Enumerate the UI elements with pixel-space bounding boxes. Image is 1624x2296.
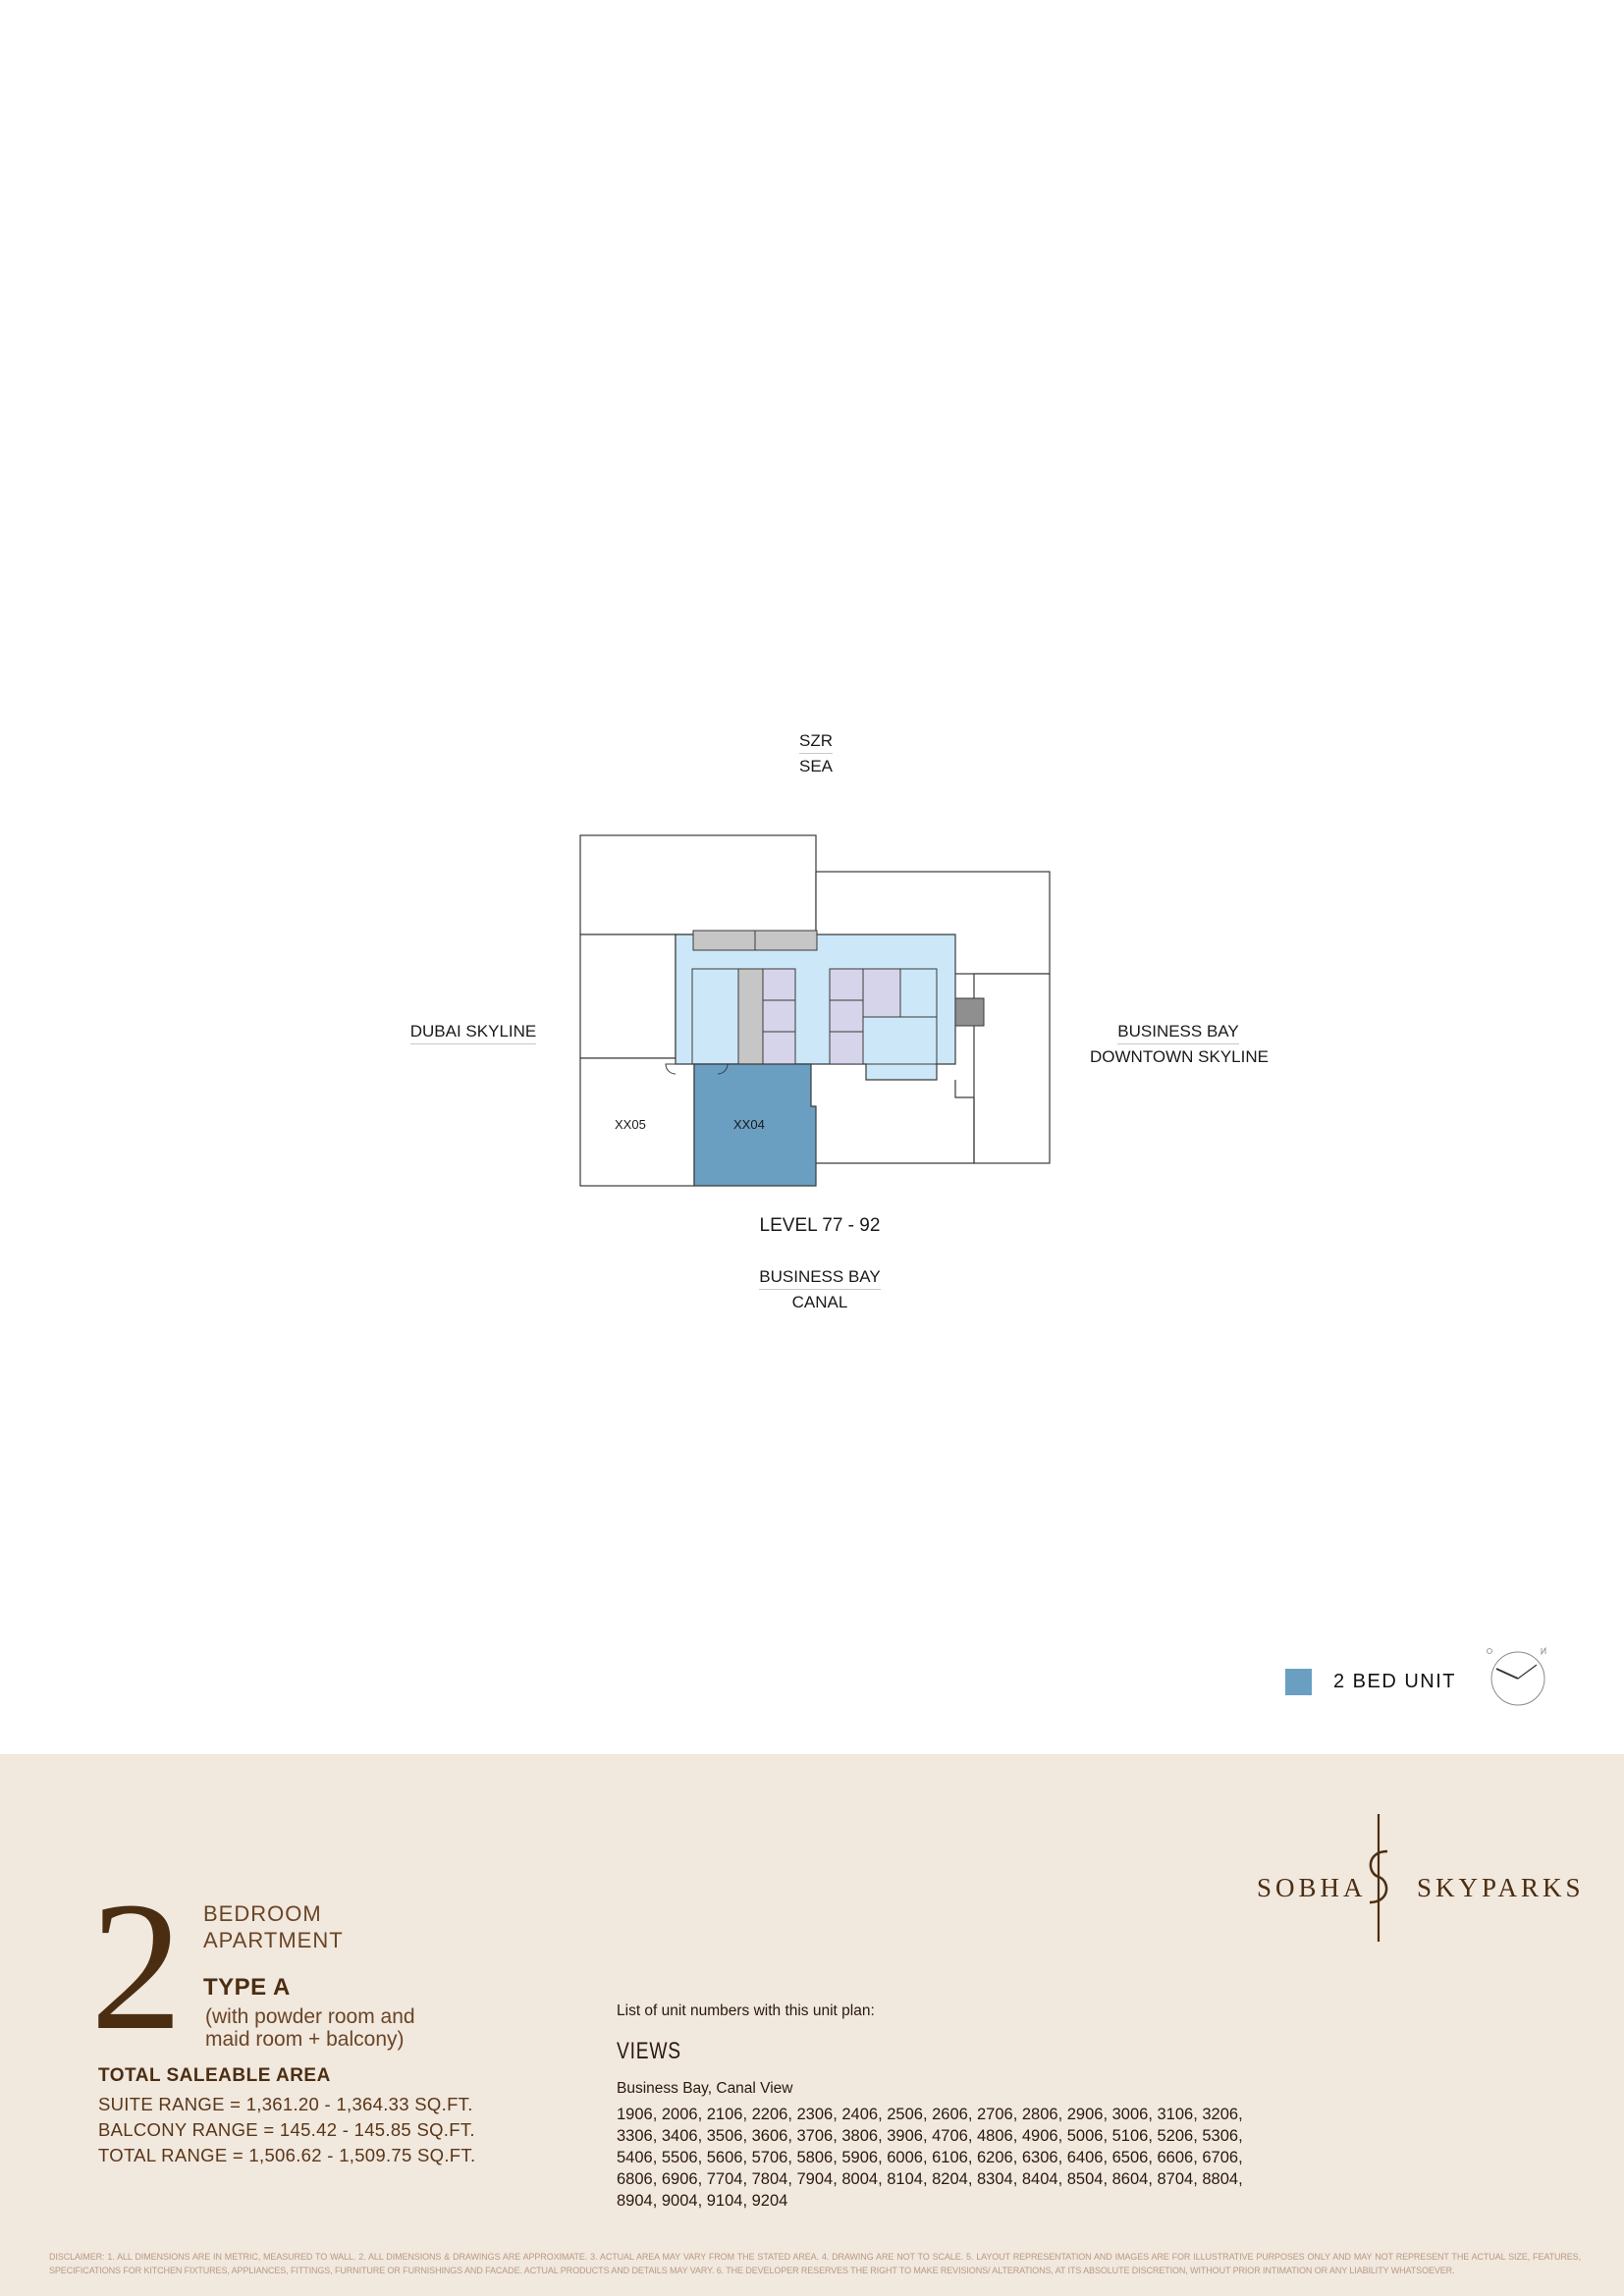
legend-swatch [1285,1669,1312,1695]
area-title: TOTAL SALEABLE AREA [98,2065,331,2086]
total-range: TOTAL RANGE = 1,506.62 - 1,509.75 SQ.FT. [98,2145,476,2165]
view-name: Business Bay, Canal View [617,2080,793,2097]
unit-type-name: TYPE A [203,1974,291,2001]
suite-range: SUITE RANGE = 1,361.20 - 1,364.33 SQ.FT. [98,2094,473,2114]
plan-block-right-mid [974,974,1050,1163]
direction-right-line1: BUSINESS BAY [1117,1019,1238,1044]
legend-label: 2 BED UNIT [1333,1671,1457,1692]
unit-type-note [205,2005,415,2051]
brand-name-left: SOBHA [1257,1873,1367,1902]
plan-lav-7 [863,969,900,1017]
bedroom-count: 2 [90,1863,183,2068]
direction-left-label: DUBAI SKYLINE [410,1019,537,1044]
plan-block-left-mid [580,934,676,1058]
plan-lav-2 [763,1000,795,1032]
direction-right-line2: DOWNTOWN SKYLINE [1090,1047,1269,1066]
direction-top-line1: SZR [799,728,833,754]
unit-type-heading [203,1900,344,1953]
unit-type-line2: APARTMENT [203,1928,344,1952]
direction-top-line2: SEA [798,757,834,775]
plan-grey-bar-1 [693,931,755,950]
balcony-range: BALCONY RANGE = 145.42 - 145.85 SQ.FT. [98,2119,475,2140]
unit-list-header: List of unit numbers with this unit plan: [617,2002,875,2019]
direction-bottom-line2: CANAL [791,1293,848,1311]
views-title: VIEWS [617,2038,681,2064]
plan-lav-6 [830,1032,863,1064]
plan-label-xx04: XX04 [733,1117,765,1132]
compass-icon [1485,1645,1547,1708]
plan-grey-bar-2 [755,931,817,950]
plan-lav-4 [830,969,863,1000]
unit-note-line1: (with powder room and [205,2005,415,2028]
brand-name-right: SKYPARKS [1417,1873,1585,1902]
plan-block-bottom-mid [816,1080,974,1163]
unit-type-line1: BEDROOM [203,1901,322,1926]
plan-grey-core [738,969,763,1064]
direction-bottom-line1: BUSINESS BAY [759,1264,880,1290]
brand-logo-icon [1363,1812,1394,1944]
disclaimer: DISCLAIMER: 1. ALL DIMENSIONS ARE IN METRIC, MEASURED TO WALL. 2. ALL DIMENSIONS & DRAWINGS ARE APPROXIMATE. 3. ACTUAL AREA MAY VARY FROM THE STATED AREA. 4. DRAWING ARE NOT TO SCALE. 5. LAYOUT REPRESENTATION AND IMAGES ARE FOR ILLUSTRATIVE PURPOSES ONLY AND MAY NOT REPRESENT THE ACTUAL SIZE, FEATURES, SPECIFICATIONS FOR KITCHEN FIXTURES, APPLIANCES, FITTINGS, FURNITURE OR FURNISHINGS AND FACADE. ACTUAL PRODUCTS AND DETAILS MAY VARY. 6. THE DEVELOPER RESERVES THE RIGHT TO MAKE REVISIONS/ ALTERATIONS, AT ITS ABSOLUTE DISCRETION, WITHOUT PRIOR INTIMATION OR ANY LIABILITY WHATSOEVER. [49,2252,1581,2275]
plan-common-area [676,934,955,1080]
unit-note-line2: maid room + balcony) [205,2028,405,2051]
plan-block-top-left [580,835,816,934]
plan-lav-1 [763,969,795,1000]
plan-lav-3 [763,1032,795,1064]
plan-label-xx05: XX05 [615,1117,646,1132]
plan-dark-grey-box [955,998,984,1026]
plan-lav-5 [830,1000,863,1032]
unit-numbers-list: 1906, 2006, 2106, 2206, 2306, 2406, 2506, 2606, 2706, 2806, 2906, 3006, 3106, 3206, 3306, 3406, 3506, 3606, 3706, 3806, 3906, 4706, 4806, 4906, 5006, 5106, 5206, 5306, 5406, 5506, 5606, 5706, 5806, 5906, 6006, 6106, 6206, 6306, 6406, 6506, 6606, 6706, 6806, 6906, 7704, 7804, 7904, 8004, 8104, 8204, 8304, 8404, 8504, 8604, 8704, 8804, 8904, 9004, 9104, 9204 [617,2106,1243,2210]
level-label: LEVEL 77 - 92 [759,1215,881,1236]
